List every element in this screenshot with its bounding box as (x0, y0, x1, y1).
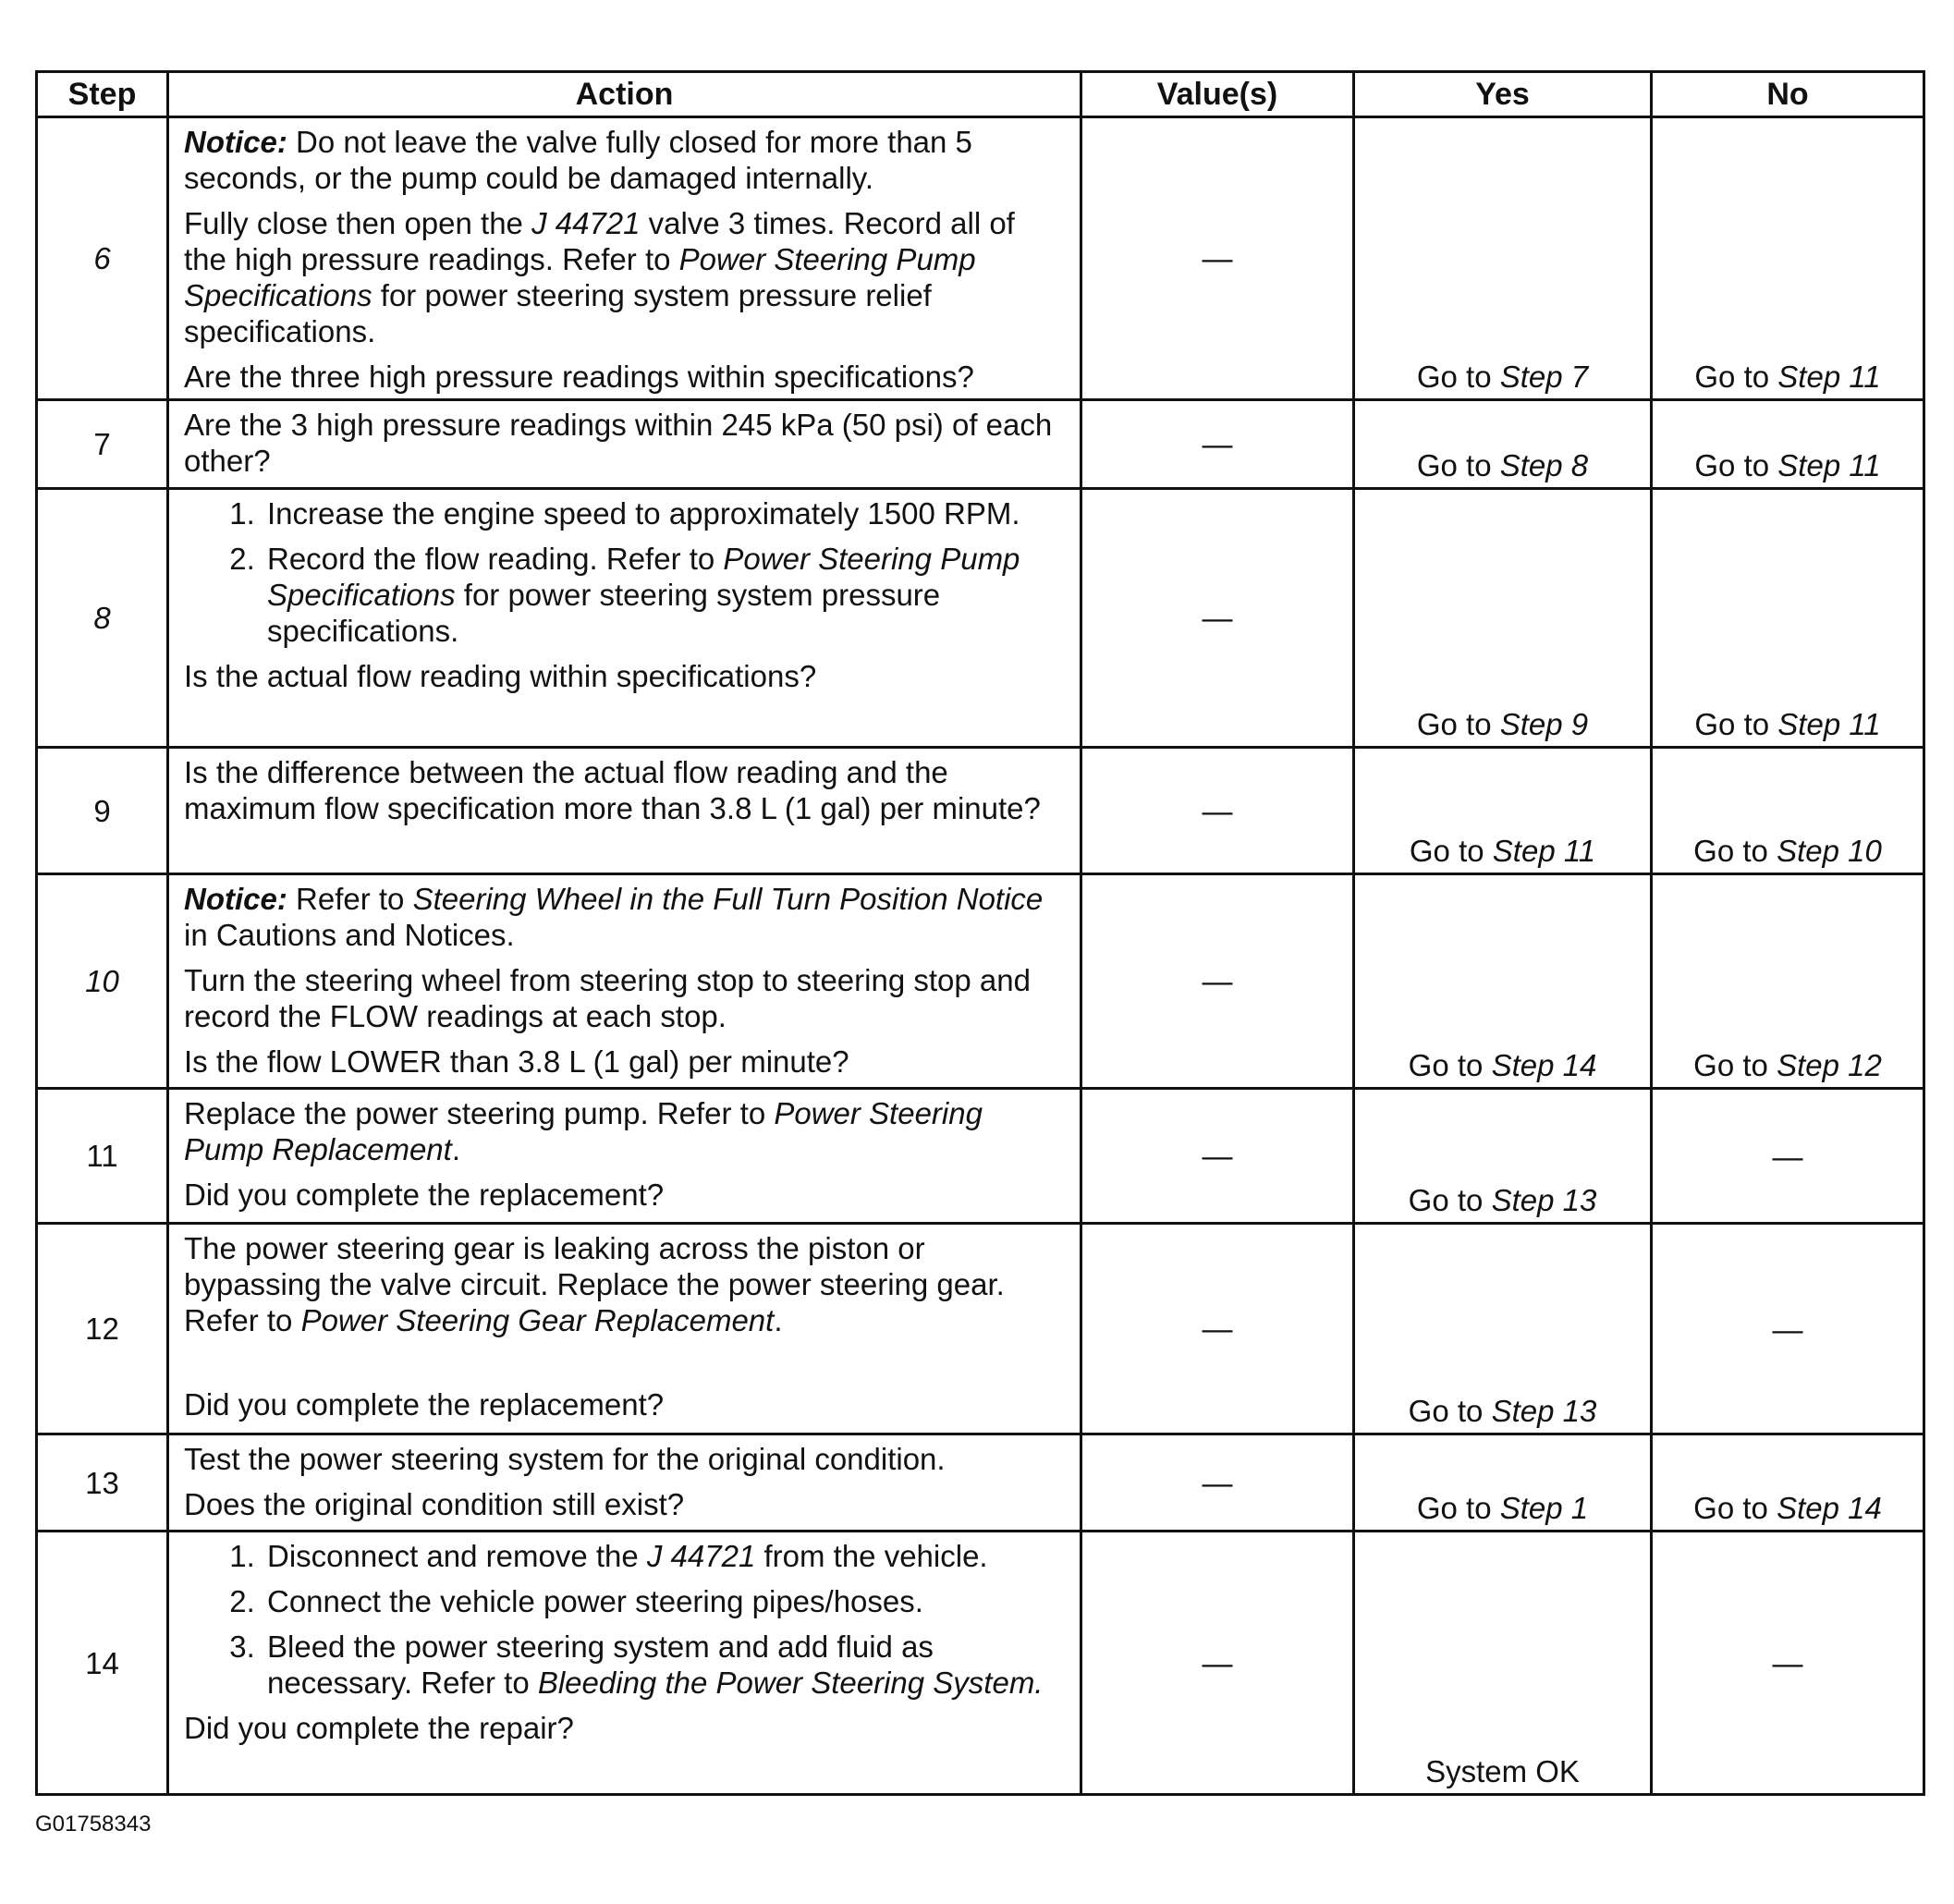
list-item: 1. Increase the engine speed to approximately 1500 RPM. (263, 495, 1065, 531)
value-cell: — (1081, 1224, 1354, 1434)
step-number: 14 (37, 1532, 168, 1795)
instruction-paragraph: Test the power steering system for the original condition. (184, 1442, 946, 1476)
step-number: 12 (37, 1224, 168, 1434)
no-step-link[interactable]: Step 11 (1777, 707, 1881, 741)
table-row-step-7 (37, 400, 1924, 489)
no-cell[interactable] (1652, 1434, 1924, 1532)
question-text: Is the difference between the actual flow reading and the maximum flow specification more than 3.8 L (1 gal) per minute? (184, 755, 1041, 825)
yes-step-link[interactable]: Step 9 (1499, 707, 1589, 741)
table-row-step-14 (37, 1532, 1924, 1795)
go-to-label: Go to (1408, 1183, 1484, 1217)
notice-paragraph (184, 124, 1065, 196)
go-to-label: Go to (1416, 707, 1492, 741)
no-cell: — (1652, 1532, 1924, 1795)
document-reference-link[interactable]: Power Steering Pump Specifications (184, 242, 976, 312)
question-text: Did you complete the replacement? (184, 1178, 665, 1212)
go-to-label: Go to (1694, 360, 1770, 394)
procedure-list (184, 495, 1065, 649)
yes-cell: System OK (1354, 1532, 1652, 1795)
no-cell: — (1652, 1224, 1924, 1434)
yes-cell[interactable] (1354, 117, 1652, 400)
yes-cell[interactable] (1354, 1224, 1652, 1434)
no-step-link[interactable]: Step 11 (1777, 448, 1881, 482)
no-step-link[interactable]: Step 10 (1777, 834, 1882, 868)
step-number: 7 (37, 400, 168, 489)
table-row-step-9 (37, 748, 1924, 874)
header-action: Action (168, 72, 1081, 117)
go-to-label: Go to (1693, 834, 1768, 868)
value-cell: — (1081, 1089, 1354, 1224)
instruction-text: Disconnect and remove the (267, 1539, 647, 1573)
yes-step-link[interactable]: Step 13 (1491, 1183, 1597, 1217)
question-text: Is the flow LOWER than 3.8 L (1 gal) per minute? (184, 1044, 849, 1079)
go-to-label: Go to (1693, 1491, 1768, 1525)
tool-reference: J 44721 (646, 1539, 756, 1573)
instruction-paragraph (184, 1095, 1065, 1167)
yes-step-link[interactable]: Step 8 (1499, 448, 1589, 482)
document-reference-link[interactable]: Power Steering Pump Specifications (267, 542, 1020, 612)
question-text: Did you complete the replacement? (184, 1387, 665, 1422)
header-yes: Yes (1354, 72, 1652, 117)
go-to-label: Go to (1416, 1491, 1492, 1525)
value-cell: — (1081, 117, 1354, 400)
yes-cell[interactable] (1354, 748, 1652, 874)
list-item (263, 541, 1065, 649)
table-row-step-13 (37, 1434, 1924, 1532)
action-cell (168, 748, 1081, 874)
value-cell: — (1081, 748, 1354, 874)
blank-space (184, 1348, 1065, 1386)
value-cell: — (1081, 874, 1354, 1089)
step-number: 8 (37, 489, 168, 748)
tool-reference: J 44721 (531, 206, 641, 240)
no-step-link[interactable]: Step 11 (1777, 360, 1881, 394)
action-cell (168, 489, 1081, 748)
instruction-text: Bleed the power steering system and add fluid as necessary. Refer to (267, 1629, 934, 1700)
instruction-text: Replace the power steering pump. Refer to (184, 1096, 775, 1130)
document-reference-link[interactable]: Power Steering Pump Replacement (184, 1096, 983, 1166)
table-row-step-10 (37, 874, 1924, 1089)
yes-cell[interactable] (1354, 1434, 1652, 1532)
yes-cell[interactable] (1354, 1089, 1652, 1224)
no-cell[interactable] (1652, 400, 1924, 489)
procedure-list (184, 1538, 1065, 1701)
yes-cell[interactable] (1354, 489, 1652, 748)
instruction-text: . (774, 1303, 783, 1337)
header-no: No (1652, 72, 1924, 117)
document-reference-link[interactable]: Bleeding the Power Steering System. (537, 1666, 1044, 1700)
question-text: Are the 3 high pressure readings within 245 kPa (50 psi) of each other? (184, 408, 1053, 478)
question-text: Are the three high pressure readings within specifications? (184, 360, 974, 394)
notice-text: Do not leave the valve fully closed for more than 5 seconds, or the pump could be damaged internally. (184, 125, 972, 195)
instruction-paragraph: Turn the steering wheel from steering stop to steering stop and record the FLOW readings at each stop. (184, 963, 1031, 1033)
header-step: Step (37, 72, 168, 117)
yes-step-link[interactable]: Step 14 (1491, 1048, 1597, 1082)
action-cell (168, 117, 1081, 400)
go-to-label: Go to (1416, 360, 1492, 394)
no-cell[interactable] (1652, 489, 1924, 748)
yes-step-link[interactable]: Step 1 (1499, 1491, 1589, 1525)
go-to-label: Go to (1693, 1048, 1768, 1082)
header-values: Value(s) (1081, 72, 1354, 117)
table-row-step-8 (37, 489, 1924, 748)
yes-cell[interactable] (1354, 400, 1652, 489)
go-to-label: Go to (1694, 707, 1770, 741)
no-cell[interactable] (1652, 748, 1924, 874)
go-to-label: Go to (1416, 448, 1492, 482)
step-number: 11 (37, 1089, 168, 1224)
go-to-label: Go to (1409, 834, 1484, 868)
action-cell (168, 400, 1081, 489)
figure-id: G01758343 (35, 1812, 152, 1837)
document-reference-link[interactable]: Power Steering Gear Replacement (300, 1303, 775, 1337)
action-cell (168, 874, 1081, 1089)
list-item: 2. Connect the vehicle power steering pipes/hoses. (263, 1583, 1065, 1619)
value-cell: — (1081, 1434, 1354, 1532)
no-step-link[interactable]: Step 14 (1777, 1491, 1882, 1525)
instruction-text: . (451, 1132, 460, 1166)
table-row-step-11 (37, 1089, 1924, 1224)
go-to-label: Go to (1408, 1048, 1484, 1082)
table-row-step-6 (37, 117, 1924, 400)
step-number: 13 (37, 1434, 168, 1532)
yes-cell[interactable] (1354, 874, 1652, 1089)
notice-text: in Cautions and Notices. (184, 918, 515, 952)
header-row (37, 72, 1924, 117)
instruction-paragraph (184, 1230, 1065, 1338)
go-to-label: Go to (1408, 1394, 1484, 1428)
list-item (263, 1538, 1065, 1574)
instruction-paragraph (184, 205, 1065, 349)
diagnostic-table-container (35, 70, 1923, 1796)
step-number: 9 (37, 748, 168, 874)
instruction-text: for power steering system pressure specifications. (267, 578, 941, 648)
step-number: 6 (37, 117, 168, 400)
action-cell (168, 1532, 1081, 1795)
instruction-text: valve 3 times. Record all of the high pressure readings. Refer to (184, 206, 1015, 276)
question-text: Is the actual flow reading within specifications? (184, 659, 817, 693)
action-cell (168, 1224, 1081, 1434)
yes-step-link[interactable]: Step 13 (1491, 1394, 1597, 1428)
no-cell: — (1652, 1089, 1924, 1224)
notice-paragraph (184, 881, 1065, 953)
value-cell: — (1081, 400, 1354, 489)
diagnostic-table (35, 70, 1925, 1796)
yes-step-link[interactable]: Step 7 (1499, 360, 1589, 394)
instruction-text: Fully close then open the (184, 206, 532, 240)
question-text: Does the original condition still exist? (184, 1487, 685, 1521)
yes-step-link[interactable]: Step 11 (1492, 834, 1596, 868)
document-reference-link[interactable]: Steering Wheel in the Full Turn Position Notice (412, 882, 1044, 916)
notice-text: Refer to (287, 882, 413, 916)
no-cell[interactable] (1652, 117, 1924, 400)
list-item (263, 1629, 1065, 1701)
instruction-text: from the vehicle. (755, 1539, 988, 1573)
no-cell[interactable] (1652, 874, 1924, 1089)
action-cell (168, 1089, 1081, 1224)
no-step-link[interactable]: Step 12 (1777, 1048, 1882, 1082)
value-cell: — (1081, 1532, 1354, 1795)
value-cell: — (1081, 489, 1354, 748)
go-to-label: Go to (1694, 448, 1770, 482)
table-row-step-12 (37, 1224, 1924, 1434)
instruction-text: The power steering gear is leaking across the piston or bypassing the valve circuit. Replace the power steering gear. Refer to (184, 1231, 1005, 1337)
instruction-text: for power steering system pressure relief specifications. (184, 278, 932, 348)
notice-label: Notice: (184, 882, 287, 916)
action-cell (168, 1434, 1081, 1532)
instruction-text: Record the flow reading. Refer to (267, 542, 724, 576)
step-number: 10 (37, 874, 168, 1089)
notice-label: Notice: (184, 125, 287, 159)
question-text: Did you complete the repair? (184, 1711, 574, 1745)
